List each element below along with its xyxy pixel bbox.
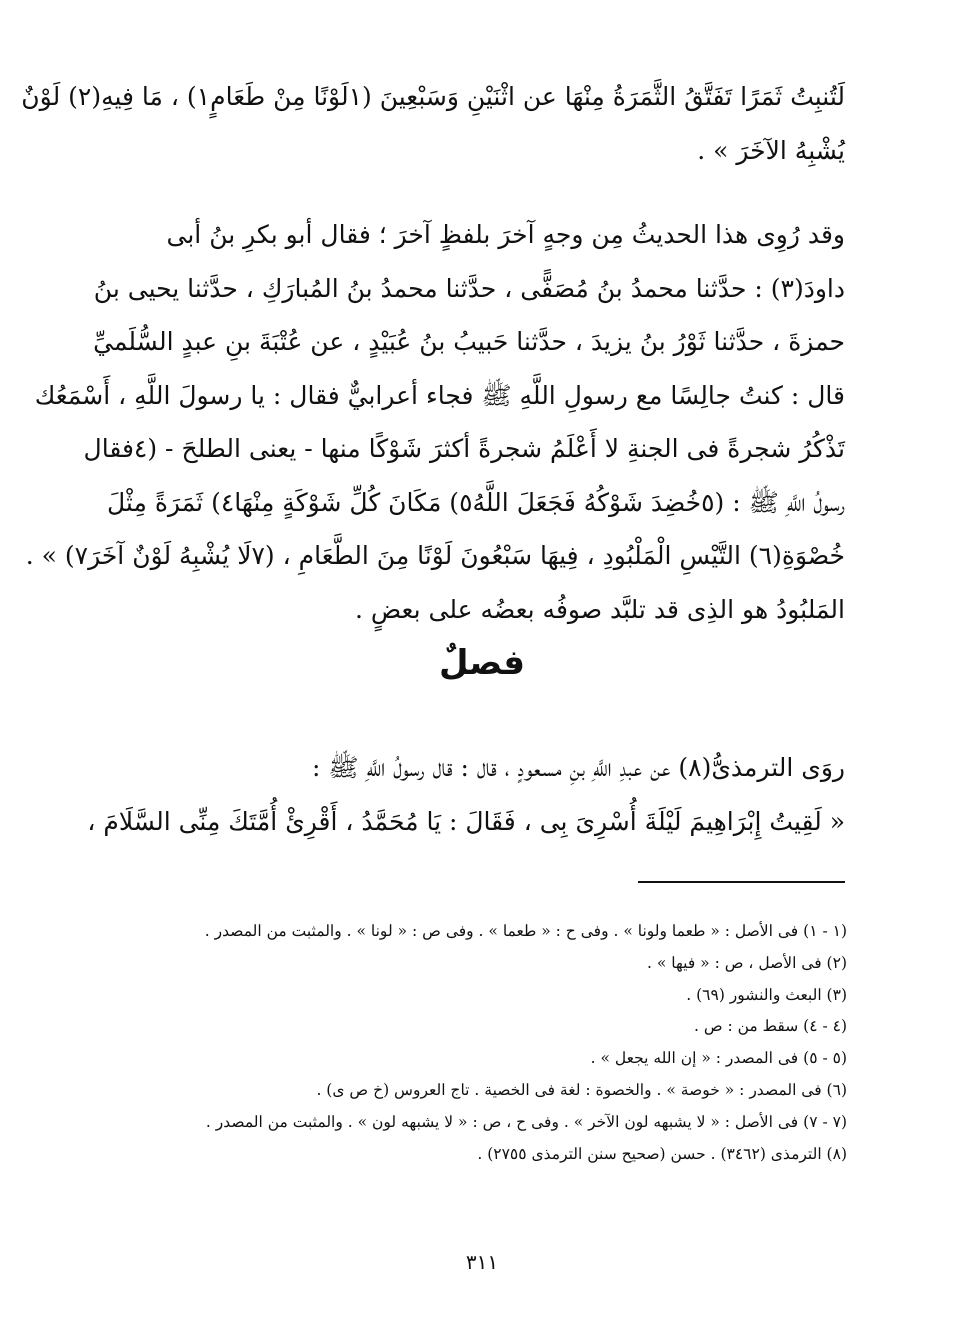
footnote-item: (٤ - ٤) سقط من : ص .	[693, 1017, 847, 1036]
page-number: ٣١١	[465, 1250, 499, 1274]
text-line: يُشْبِهُ الآخَرَ » .	[697, 135, 845, 165]
footnote-item: (٢) فى الأصل ، ص : « فيها » .	[647, 953, 847, 972]
text-line: رسولُ اللَّهِ ﷺ : (٥خُضِدَ شَوْكُهُ فَجَعَلَ اللَّهُ٥) مَكَانَ كُلِّ شَوْكَةٍ مِنْهَا٤) ثَمَرَةً مِثْلَ	[107, 487, 845, 517]
footnote-item: (٣) البعث والنشور (٦٩) .	[686, 985, 847, 1004]
paragraph-section-start	[87, 741, 845, 848]
paragraph-continuation	[21, 70, 845, 177]
text-line: « لَقِيتُ إِبْرَاهِيمَ لَيْلَةَ أُسْرِىَ بِى ، فَقَالَ : يَا مُحَمَّدُ ، أَقْرِئْ أُمَّتَكَ مِنِّى السَّلَامَ ،	[87, 806, 845, 836]
footnotes-list	[120, 916, 847, 1170]
text-line: تَذْكُرُ شجرةً فى الجنةِ لا أَعْلَمُ شجرةً أكثرَ شَوْكًا منها - يعنى الطلحَ - (٤فقال	[83, 434, 845, 463]
footnote-item: (١ - ١) فى الأصل : « طعما ولونا » . وفى ح : « طعما » . وفى ص : « لونا » . والمثبت من المصدر .	[204, 922, 847, 940]
paragraph-hadith-narration	[25, 208, 845, 636]
text-line: خُصْوَةِ(٦) التَّيْسِ الْمَلْبُودِ ، فِيهَا سَبْعُونَ لَوْنًا مِنَ الطَّعَامِ ، (٧لَا يُشْبِهُ لَوْنٌ آخَرَ٧) » .	[25, 541, 845, 570]
footnote-item: (٦) فى المصدر : « خوصة » . والخصوة : لغة فى الخصية . تاج العروس (خ ص ى) .	[316, 1080, 847, 1099]
footnote-item: (٧ - ٧) فى الأصل : « لا يشبهه لون الآخر » . وفى ح ، ص : « لا يشبهه لون » . والمثبت من المصدر .	[205, 1112, 847, 1131]
text-line: داودَ(٣) : حدَّثنا محمدُ بنُ مُصَفًّى ، حدَّثنا محمدُ بنُ المُبارَكِ ، حدَّثنا يحيى بنُ	[93, 273, 845, 303]
text-line: وقد رُوِى هذا الحديثُ مِن وجهٍ آخرَ بلفظٍ آخرَ ؛ فقال أبو بكرِ بنُ أبى	[166, 220, 845, 249]
footnote-separator	[638, 881, 845, 883]
footnote-item: (٨) الترمذى (٣٤٦٢) . حسن (صحيح سنن الترمذى ٢٧٥٥) .	[477, 1144, 847, 1163]
text-line: حمزةَ ، حدَّثنا ثَوْرُ بنُ يزيدَ ، حدَّثنا حَبيبُ بنُ عُبَيْدٍ ، عن عُتْبَةَ بنِ عبدٍ السُّلَميِّ	[93, 327, 845, 356]
text-line: قال : كنتُ جالِسًا مع رسولِ اللَّهِ ﷺ فجاء أعرابيٌّ فقال : يا رسولَ اللَّهِ ، أَسْمَعُك	[34, 380, 845, 410]
section-heading: فصلٌ	[438, 643, 526, 683]
text-line: المَلبُودُ هو الذِى قد تلبَّد صوفُه بعضُه على بعضٍ .	[355, 594, 845, 624]
text-line: لَتُنبِتُ ثَمَرًا تَفَتَّقُ الثَّمَرَةُ مِنْهَا عن اثْنَيْنِ وَسَبْعِينَ (١لَوْنًا مِنْ طَعَامٍ١) ، مَا فِيهِ(٢) لَوْنٌ	[21, 82, 845, 111]
footnote-item: (٥ - ٥) فى المصدر : « إن الله يجعل » .	[590, 1049, 847, 1068]
text-line: روَى الترمذىُّ(٨) عن عبدِ اللَّهِ بنِ مسعودٍ ، قال : قال رسولُ اللَّهِ ﷺ :	[311, 753, 845, 782]
